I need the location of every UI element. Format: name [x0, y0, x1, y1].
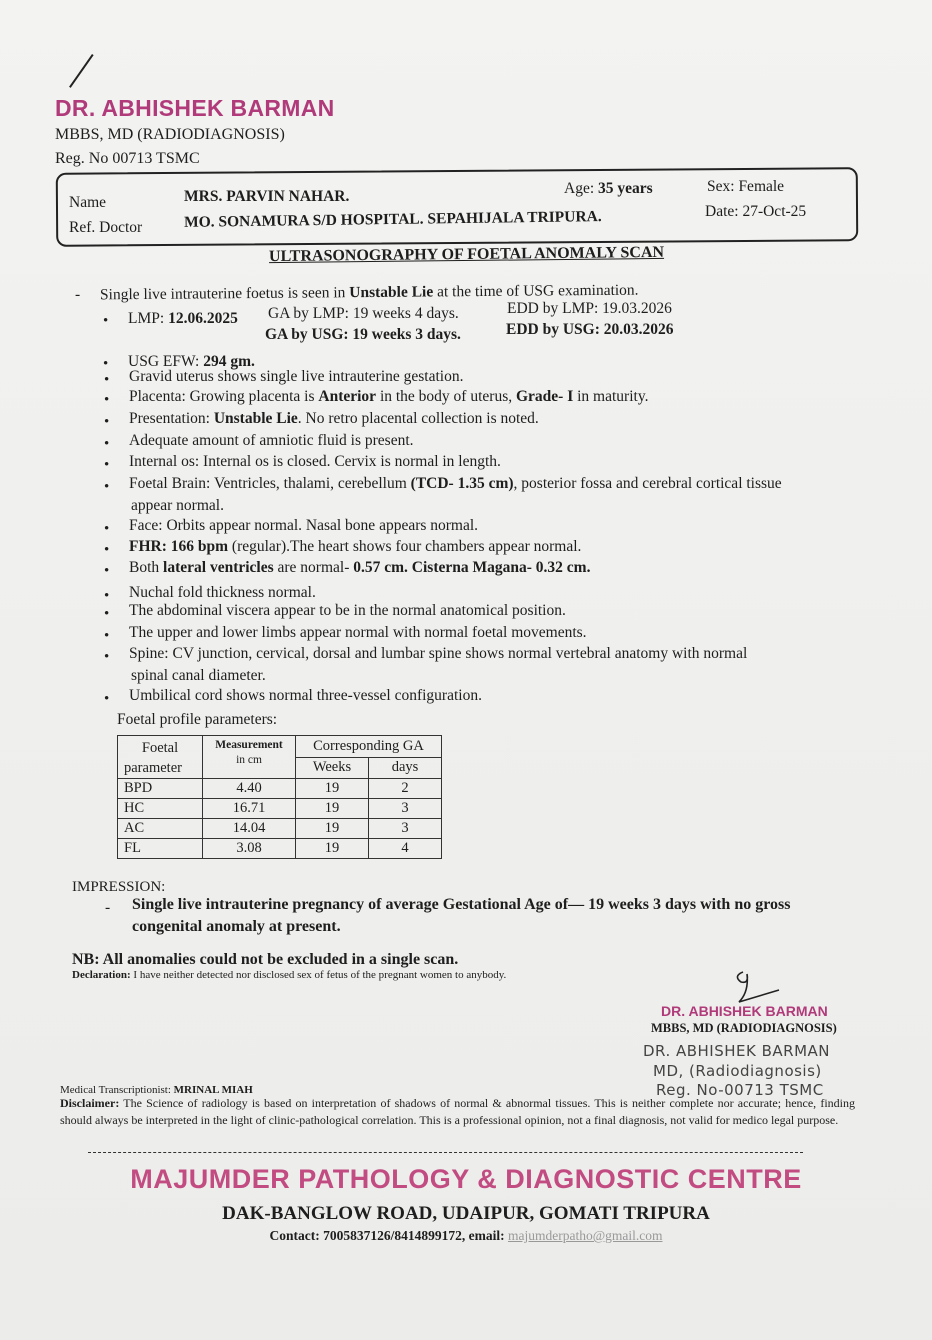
edd-lmp: EDD by LMP: 19.03.2026: [507, 300, 672, 317]
cell-param: AC: [118, 819, 203, 839]
finding-item: Presentation: Unstable Lie. No retro placental collection is noted.: [129, 410, 539, 427]
finding-item: Foetal Brain: Ventricles, thalami, cerebellum (TCD- 1.35 cm), posterior fossa and cerebral cortical tissue: [129, 475, 782, 492]
cell-days: 3: [369, 799, 442, 819]
finding-item: Face: Orbits appear normal. Nasal bone appears normal.: [129, 517, 479, 534]
age-label: Age:: [564, 180, 595, 197]
finding-item: Nuchal fold thickness normal.: [129, 584, 316, 601]
cell-cm: 14.04: [203, 819, 296, 839]
bullet: •: [104, 479, 110, 495]
transcriptionist: Medical Transcriptionist: MRINAL MIAH: [60, 1084, 253, 1096]
bullet: •: [104, 691, 110, 707]
sex-field: [707, 178, 784, 196]
bullet: •: [104, 414, 110, 430]
cell-cm: 4.40: [203, 779, 296, 799]
efw-field: USG EFW: 294 gm.: [128, 353, 255, 370]
finding-item-continued: spinal canal diameter.: [131, 667, 266, 684]
finding-item: Gravid uterus shows single live intrauterine gestation.: [129, 368, 464, 385]
ga-lmp: GA by LMP: 19 weeks 4 days.: [268, 305, 459, 322]
bullet: •: [104, 606, 110, 622]
finding-item: Internal os: Internal os is closed. Cervix is normal in length.: [129, 453, 501, 470]
header-days: days: [369, 757, 442, 779]
doctor-qualification: MBBS, MD (RADIODIAGNOSIS): [55, 126, 285, 143]
cell-weeks: 19: [296, 779, 369, 799]
signature-doctor-name: DR. ABHISHEK BARMAN: [661, 1003, 828, 1019]
cell-weeks: 19: [296, 819, 369, 839]
table-caption: Foetal profile parameters:: [117, 711, 278, 728]
signature-qualification: MBBS, MD (RADIODIAGNOSIS): [651, 1021, 837, 1035]
ga-usg: GA by USG: 19 weeks 3 days.: [265, 326, 461, 343]
patient-name: MRS. PARVIN NAHAR.: [184, 188, 350, 205]
dash-bullet: -: [75, 286, 81, 303]
table-row: [118, 839, 442, 859]
finding-item: Umbilical cord shows normal three-vessel configuration.: [129, 687, 482, 704]
declaration: Declaration: I have neither detected nor disclosed sex of fetus of the pregnant women to anybody.: [72, 969, 507, 981]
header-weeks: Weeks: [296, 757, 369, 779]
bullet: •: [104, 457, 110, 473]
bullet: •: [104, 436, 110, 452]
centre-name: MAJUMDER PATHOLOGY & DIAGNOSTIC CENTRE: [130, 1164, 802, 1194]
header-foetal-parameter: Foetal parameter: [118, 736, 203, 779]
table-row: [118, 819, 442, 839]
bullet: •: [103, 313, 109, 329]
sex-label: Sex:: [707, 178, 735, 195]
header-corresponding-ga: Corresponding GA: [296, 736, 442, 758]
cell-cm: 16.71: [203, 799, 296, 819]
foetal-profile-table: [117, 735, 442, 859]
lmp-field: LMP: 12.06.2025: [128, 310, 238, 327]
email-link[interactable]: majumderpatho@gmail.com: [507, 1228, 663, 1243]
date-label: Date:: [705, 203, 739, 220]
dash-bullet: -: [105, 899, 111, 916]
doctor-registration: Reg. No 00713 TSMC: [55, 150, 200, 167]
date-value: 27-Oct-25: [742, 203, 807, 220]
cell-days: 3: [369, 819, 442, 839]
edd-usg: EDD by USG: 20.03.2026: [506, 321, 674, 338]
impression-text: Single live intrauterine pregnancy of average Gestational Age of— 19 weeks 3 days with no gross congenital anomaly at present.: [132, 896, 791, 935]
pen-mark: [69, 54, 94, 88]
finding-item: The upper and lower limbs appear normal with normal foetal movements.: [129, 624, 587, 641]
age-value: 35 years: [598, 180, 653, 197]
bullet: •: [104, 588, 110, 604]
finding-item: FHR: 166 bpm (regular).The heart shows four chambers appear normal.: [129, 538, 582, 555]
finding-item: Adequate amount of amniotic fluid is present.: [129, 432, 414, 449]
cell-weeks: 19: [296, 799, 369, 819]
bullet: •: [104, 542, 110, 558]
centre-contact: Contact: 7005837126/8414899172, email: majumderpatho@gmail.com: [269, 1228, 663, 1243]
bullet: •: [104, 563, 110, 579]
cell-days: 2: [369, 779, 442, 799]
bullet: •: [104, 649, 110, 665]
ref-doctor: MO. SONAMURA S/D HOSPITAL. SEPAHIJALA TRIPURA.: [183, 208, 602, 231]
stamp-line-3: Reg. No-00713 TSMC: [656, 1081, 824, 1099]
disclaimer: Disclaimer: The Science of radiology is based on interpretation of shadows of normal & abnormal tissues. This is neither complete nor accurate; hence, finding should always be interpreted in the light of clinic-pathological correlation. This is a professional opinion, not a final diagnosis, not valid for medico legal purpose.: [60, 1096, 855, 1127]
age-field: [564, 180, 653, 198]
table-row: [118, 779, 442, 799]
nb-note: NB: All anomalies could not be excluded in a single scan.: [72, 951, 459, 968]
divider: [88, 1152, 803, 1153]
name-label: Name: [69, 194, 107, 211]
bullet: •: [104, 628, 110, 644]
finding-item: Both lateral ventricles are normal- 0.57 cm. Cisterna Magana- 0.32 cm.: [129, 559, 591, 576]
finding-item: Spine: CV junction, cervical, dorsal and lumbar spine shows normal vertebral anatomy with normal: [129, 645, 748, 662]
doctor-name: DR. ABHISHEK BARMAN: [55, 95, 335, 121]
cell-cm: 3.08: [203, 839, 296, 859]
cell-param: HC: [118, 799, 203, 819]
stamp-line-2: MD, (Radiodiagnosis): [653, 1062, 822, 1080]
cell-param: FL: [118, 839, 203, 859]
sex-value: Female: [738, 178, 785, 195]
bullet: •: [104, 392, 110, 408]
date-field: [705, 203, 806, 221]
bullet: •: [104, 372, 110, 388]
report-title: ULTRASONOGRAPHY OF FOETAL ANOMALY SCAN: [268, 243, 665, 266]
table-row: [118, 799, 442, 819]
intro-line: Single live intrauterine foetus is seen in Unstable Lie at the time of USG examination.: [99, 281, 639, 304]
finding-item: Placenta: Growing placenta is Anterior in the body of uterus, Grade- I in maturity.: [129, 388, 649, 405]
ref-doctor-label: Ref. Doctor: [69, 219, 143, 236]
stamp-line-1: DR. ABHISHEK BARMAN: [643, 1042, 831, 1060]
centre-address: DAK-BANGLOW ROAD, UDAIPUR, GOMATI TRIPURA: [222, 1203, 710, 1224]
cell-param: BPD: [118, 779, 203, 799]
cell-weeks: 19: [296, 839, 369, 859]
bullet: •: [103, 356, 109, 372]
impression-label: IMPRESSION:: [72, 879, 166, 895]
finding-item-continued: appear normal.: [131, 497, 224, 514]
bullet: •: [104, 521, 110, 537]
cell-days: 4: [369, 839, 442, 859]
finding-item: The abdominal viscera appear to be in the normal anatomical position.: [129, 602, 566, 619]
header-measurement: Measurement in cm: [203, 736, 296, 779]
